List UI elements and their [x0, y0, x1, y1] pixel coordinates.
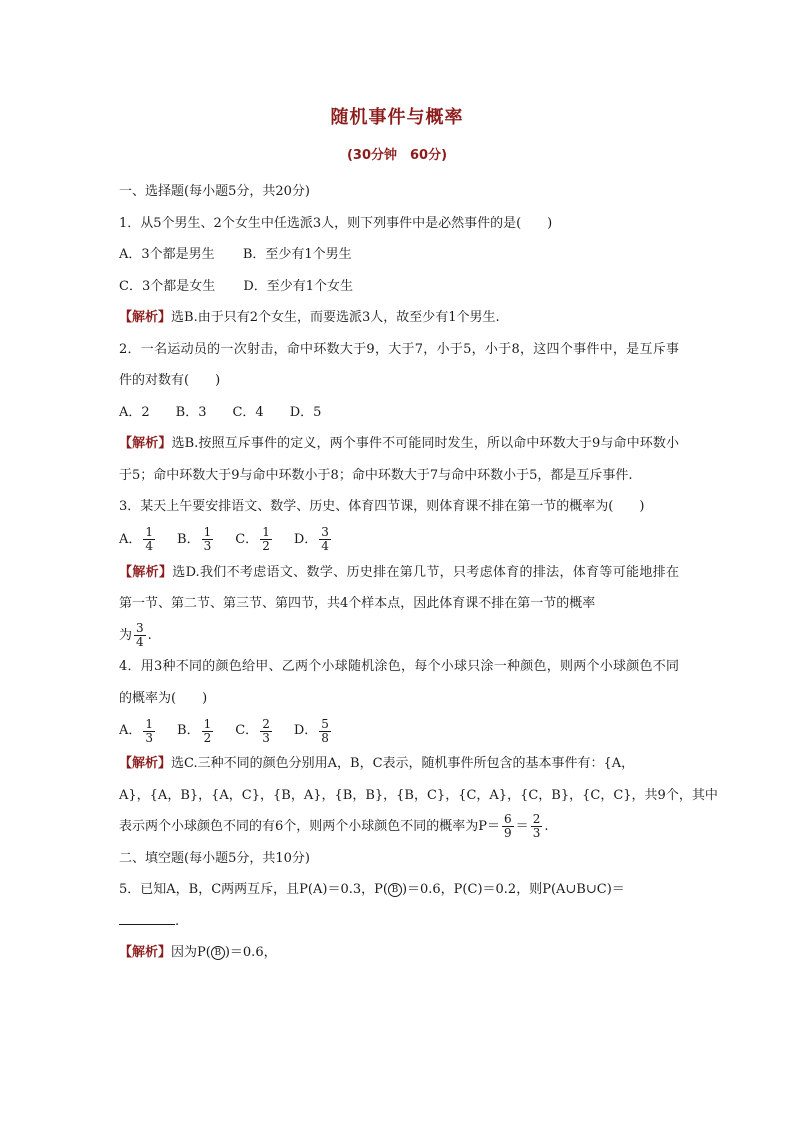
question-5-analysis: 【解析】因为P( B )＝0.6，	[119, 945, 277, 960]
question-3-options	[119, 523, 679, 557]
analysis-tag: 【解析】	[119, 756, 172, 771]
section-heading-choice: 一、选择题(每小题5分，共20分)	[119, 184, 310, 199]
question-3-option-b: B． $\frac{1}{3}$	[177, 525, 212, 553]
fraction: $\frac{1}{4}$	[145, 525, 154, 553]
circled-b-glyph: B	[211, 946, 225, 960]
fraction: $\frac{1}{2}$	[262, 525, 270, 553]
answer-blank	[119, 910, 175, 925]
question-4-option-d: D． $\frac{5}{8}$	[293, 716, 329, 745]
fraction: $\frac{3}{4}$	[136, 620, 144, 649]
page-subtitle: (30分钟 60分)	[346, 148, 448, 163]
question-1-stem: 1．从5个男生、2个女生中任选派3人，则下列事件中是必然事件的是( )	[119, 215, 553, 231]
fraction: $\frac{3}{4}$	[321, 525, 329, 553]
analysis-text: 选B.由于只有2个女生，而要选派3人，故至少有1个男生.	[171, 310, 500, 325]
question-1-option-b: B．至少有1个男生	[242, 247, 352, 262]
question-4-option-a: A． $\frac{1}{3}$	[119, 716, 154, 745]
page-title: 随机事件与概率	[330, 107, 464, 128]
circled-b-glyph: B	[388, 883, 402, 897]
analysis-tag: 【解析】	[119, 564, 173, 580]
fraction: $\frac{5}{8}$	[321, 716, 329, 745]
fraction: $\frac{6}{9}$	[504, 812, 512, 840]
section-heading-fill: 二、填空题(每小题5分，共10分)	[119, 850, 310, 866]
question-1-option-d: D．至少有1个女生	[243, 278, 354, 294]
analysis-text: 选D.我们不考虑语文、数学、历史排在第几节，只考虑体育的排法，体育等可能地排在第一节、第二节、第三节、第四节，共4个样本点，因此体育课不排在第一节的概率	[119, 564, 679, 611]
fraction: $\frac{1}{2}$	[203, 716, 212, 745]
question-3-answer: 为 $\frac{3}{4}$ .	[119, 620, 152, 649]
question-5-blank: .	[119, 906, 679, 938]
question-2-options: A．2 B．3 C．4 D．5	[119, 404, 322, 420]
question-5-stem: 5．已知A，B，C两两互斥，且P(A)＝0.3，P( B )＝0.6，P(C)＝0.2，则P(A∪B∪C)＝	[119, 882, 625, 897]
question-2-stem: 2．一名运动员的一次射击，命中环数大于9，大于7，小于5，小于8，这四个事件中，是互斥事件的对数有( )	[119, 341, 679, 388]
analysis-tag: 【解析】	[119, 945, 172, 960]
question-1-options-row1	[119, 239, 679, 271]
question-3-option-c: C． $\frac{1}{2}$	[235, 525, 270, 553]
question-4-analysis-line2: A}，{A，B}，{A，C}，{B，A}，{B，B}，{B，C}，{C，A}，{C，B}，{C，C}，共9个，其中	[119, 787, 718, 803]
question-4-analysis-line1: 【解析】选C.三种不同的颜色分别用A，B，C表示，随机事件所包含的基本事件有：{A，	[119, 756, 635, 771]
fraction: $\frac{2}{3}$	[532, 812, 541, 840]
analysis-tag: 【解析】	[119, 310, 172, 325]
question-1-option-a: A．3个都是男生	[119, 247, 215, 262]
question-2-analysis	[119, 428, 679, 491]
question-3-analysis	[119, 557, 679, 620]
document-body	[119, 176, 718, 969]
question-1-analysis	[119, 302, 679, 334]
question-3-option-d: D． $\frac{3}{4}$	[293, 525, 329, 553]
question-1-options-row2	[119, 271, 679, 303]
analysis-text: 选B.按照互斥事件的定义，两个事件不可能同时发生，所以命中环数大于9与命中环数小于5；命中环数大于9与命中环数小于8；命中环数大于7与命中环数小于5，都是互斥事件.	[119, 436, 679, 483]
question-4-analysis-line3: 表示两个小球颜色不同的有6个，则两个小球颜色不同的概率为P＝ $\frac{6}{9}$ ＝ $\frac{2}{3}$ .	[119, 812, 549, 840]
question-3-stem: 3．某天上午要安排语文、数学、历史、体育四节课，则体育课不排在第一节的概率为( )	[119, 499, 645, 514]
analysis-tag: 【解析】	[119, 436, 172, 451]
question-3-option-a: A． $\frac{1}{4}$	[119, 525, 154, 553]
fraction: $\frac{1}{3}$	[145, 716, 154, 745]
question-4-option-b: B． $\frac{1}{2}$	[177, 716, 212, 745]
question-4-option-c: C． $\frac{2}{3}$	[235, 716, 270, 745]
fraction: $\frac{1}{3}$	[203, 525, 212, 553]
question-4-options	[119, 714, 679, 748]
fraction: $\frac{2}{3}$	[262, 716, 270, 745]
question-1-option-c: C．3个都是女生	[119, 278, 216, 294]
question-4-stem: 4．用3种不同的颜色给甲、乙两个小球随机涂色，每个小球只涂一种颜色，则两个小球颜色不同的概率为( )	[119, 659, 679, 706]
